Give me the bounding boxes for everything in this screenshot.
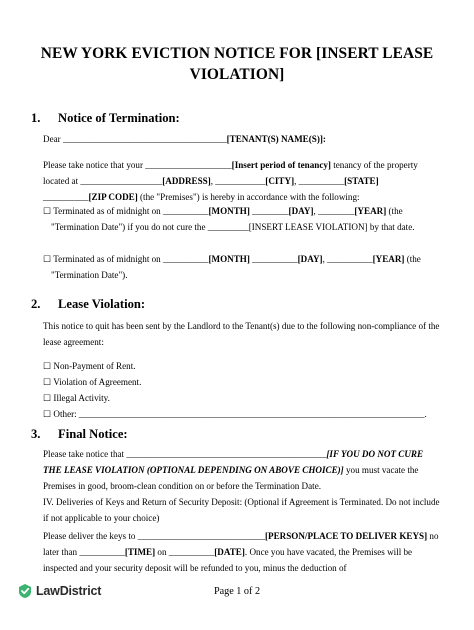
violation-checklist bbox=[43, 358, 440, 422]
text: ☐ Terminated as of midnight on __________ bbox=[43, 254, 209, 264]
final-notice-paragraph bbox=[43, 446, 440, 494]
text: ________ bbox=[249, 206, 289, 216]
section-heading-final bbox=[31, 427, 128, 442]
text: (the "Termination Date"). bbox=[51, 254, 421, 280]
section-title: Final Notice: bbox=[58, 427, 128, 441]
date-placeholder: [DATE] bbox=[214, 547, 245, 557]
text: you must vacate the Premises in good, broom-clean condition on or before the Termination Date. bbox=[43, 465, 419, 491]
keys-paragraph bbox=[43, 528, 440, 576]
address-placeholder: [ADDRESS] bbox=[162, 176, 211, 186]
brand-name: LawDistrict bbox=[36, 584, 102, 598]
text: , __________ bbox=[294, 176, 345, 186]
violation-intro: This notice to quit has been sent by the Landlord to the Tenant(s) due to the following non-compliance of the lease agreement: bbox=[43, 321, 440, 347]
text: Please deliver the keys to ____________________________ bbox=[43, 531, 266, 541]
text: __________ bbox=[249, 254, 298, 264]
termination-option-1[interactable] bbox=[43, 203, 440, 235]
cure-condition-placeholder: [IF YOU DO NOT CURE THE LEASE VIOLATION (OPTIONAL DEPENDING ON ABOVE CHOICE)] bbox=[43, 449, 424, 475]
page-number: Page 1 of 2 bbox=[213, 586, 261, 597]
day-placeholder: [DAY] bbox=[297, 254, 323, 264]
section-heading-notice bbox=[31, 111, 180, 126]
page-footer bbox=[0, 581, 474, 605]
document-title: NEW YORK EVICTION NOTICE FOR [INSERT LEASE VIOLATION] bbox=[40, 45, 434, 83]
day-placeholder: [DAY] bbox=[288, 206, 314, 216]
text: Please take notice that your ___________________ bbox=[43, 160, 232, 170]
text: , ________ bbox=[313, 206, 355, 216]
time-placeholder: [TIME] bbox=[124, 547, 156, 557]
text: ☐ Terminated as of midnight on __________ bbox=[43, 206, 209, 216]
dear-prefix: Dear ____________________________________ bbox=[43, 134, 227, 144]
text: , __________ bbox=[322, 254, 373, 264]
state-placeholder: [STATE] bbox=[344, 176, 379, 186]
section-number: 2. bbox=[31, 297, 41, 311]
text: (the "Premises") is hereby in accordance with the following: bbox=[137, 192, 360, 202]
deliveries-paragraph: IV. Deliveries of Keys and Return of Security Deposit: (Optional if Agreement is Terminated. Do not include if not applicable to your choice) bbox=[43, 497, 440, 523]
termination-option-2[interactable] bbox=[43, 251, 440, 283]
text: (the "Termination Date") if you do not cure the _________[INSERT LEASE VIOLATION] by that date. bbox=[51, 206, 415, 232]
section-title: Notice of Termination: bbox=[58, 111, 180, 125]
checkbox-illegal[interactable]: ☐ Illegal Activity. bbox=[43, 393, 110, 403]
section-number: 1. bbox=[31, 111, 41, 125]
checkbox-nonpayment[interactable]: ☐ Non-Payment of Rent. bbox=[43, 361, 136, 371]
notice-paragraph bbox=[43, 157, 440, 205]
year-placeholder: [YEAR] bbox=[372, 254, 405, 264]
person-place-placeholder: [PERSON/PLACE TO DELIVER KEYS] bbox=[265, 531, 428, 541]
tenant-name-placeholder: [TENANT(S) NAME(S)]: bbox=[226, 134, 326, 144]
checkbox-other[interactable]: ☐ Other: ____________________________________________________________________________. bbox=[43, 409, 427, 419]
month-placeholder: [MONTH] bbox=[208, 206, 250, 216]
zip-placeholder: [ZIP CODE] bbox=[88, 192, 138, 202]
month-placeholder: [MONTH] bbox=[208, 254, 250, 264]
text: Please take notice that ____________________________________________ bbox=[43, 449, 327, 459]
city-placeholder: [CITY] bbox=[265, 176, 295, 186]
text: on __________ bbox=[155, 547, 215, 557]
text: tenancy of the property located at __________________ bbox=[43, 160, 418, 186]
text: __________ bbox=[43, 192, 89, 202]
section-title: Lease Violation: bbox=[58, 297, 146, 311]
year-placeholder: [YEAR] bbox=[354, 206, 387, 216]
text: no later than __________ bbox=[43, 531, 439, 557]
section-heading-violation bbox=[31, 297, 145, 312]
tenancy-period-placeholder: [Insert period of tenancy] bbox=[231, 160, 331, 170]
checkbox-violation[interactable]: ☐ Violation of Agreement. bbox=[43, 377, 142, 387]
text: . Once you have vacated, the Premises will be inspected and your security deposit will be refunded to you, minus the deduction of bbox=[43, 547, 413, 573]
text: , ___________ bbox=[210, 176, 266, 186]
dear-line bbox=[43, 131, 440, 147]
section-number: 3. bbox=[31, 427, 41, 441]
